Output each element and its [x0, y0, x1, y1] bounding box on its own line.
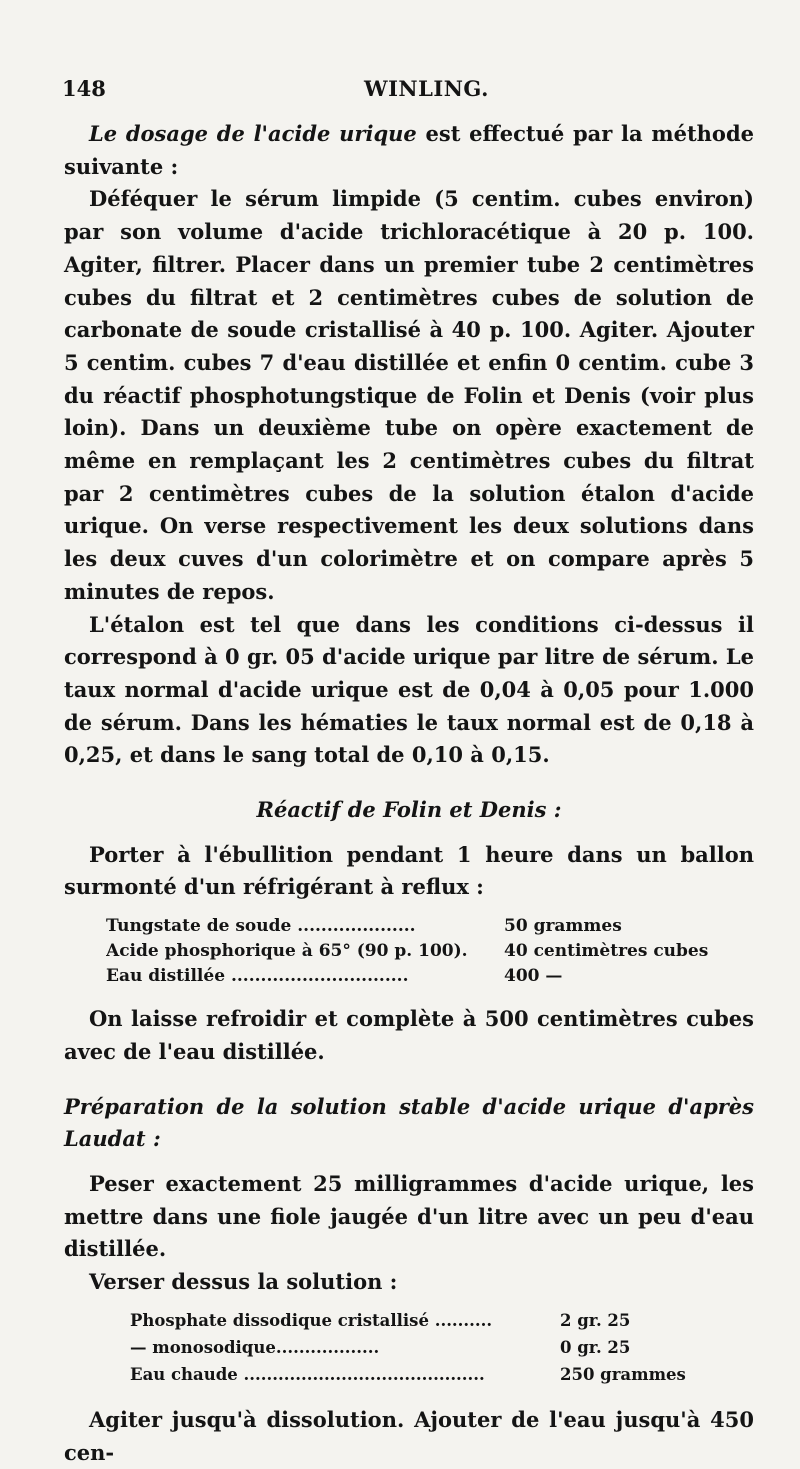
intro-lead: Le dosage de l'acide urique: [89, 121, 417, 146]
page-number: 148: [62, 76, 106, 101]
heading-preparation: Préparation de la solution stable d'acide urique d'après Laudat :: [64, 1093, 754, 1152]
reagent-label: Eau distillée ..............................: [106, 966, 409, 987]
paragraph-normal-values: L'étalon est tel que dans les conditions ci-dessus il correspond à 0 gr. 05 d'acide urique par litre de sérum. Le taux normal d'acide urique est de 0,04 à 0,05 pour 1.000 de sérum. Dans les hématies le taux normal est de 0,18 à 0,25, et dans le sang total de 0,10 à 0,15.: [64, 611, 754, 768]
paragraph-cooling: On laisse refroidir et complète à 500 centimètres cubes avec de l'eau distillée.: [64, 1006, 754, 1064]
paragraph-pour: Verser dessus la solution :: [89, 1269, 398, 1295]
running-title: WINLING.: [364, 76, 489, 101]
heading-reagent: Réactif de Folin et Denis :: [256, 797, 562, 823]
paragraph-method: Déféquer le sérum limpide (5 centim. cubes environ) par son volume d'acide trichloracétique à 20 p. 100. Agiter, filtrer. Placer dans un premier tube 2 centimètres cubes du filtrat et 2 centimètres cubes de solution de carbonate de soude cristallisé à 40 p. 100. Agiter. Ajouter 5 centim. cubes 7 d'eau distillée et enfin 0 centim. cube 3 du réactif phosphotungstique de Folin et Denis (voir plus loin). Dans un deuxième tube on opère exactement de même en remplaçant les 2 centimètres cubes du filtrat par 2 centimètres cubes de la solution étalon d'acide urique. On verse respectivement les deux solutions dans les deux cuves d'un colorimètre et on compare après 5 minutes de repos.: [64, 186, 754, 604]
paragraph-weighing: Peser exactement 25 milligrammes d'acide urique, les mettre dans une fiole jaugée d'un litre avec un peu d'eau distillée.: [64, 1170, 754, 1262]
reagent-table: [106, 916, 754, 991]
intro-rest: est effectué par la méthode suivante :: [64, 121, 754, 179]
paragraph-boiling: Porter à l'ébullition pendant 1 heure dans un ballon surmonté d'un réfrigérant à reflux :: [64, 841, 754, 900]
solution-value: 250 grammes: [560, 1364, 686, 1384]
page-body: [64, 118, 754, 1469]
solution-label: Eau chaude ..........................................: [130, 1364, 485, 1384]
solution-value: 0 gr. 25: [560, 1337, 631, 1357]
table-row: [130, 1338, 754, 1365]
page-header: [62, 76, 738, 108]
reagent-value: 40 centimètres cubes: [504, 941, 709, 962]
solution-label: Phosphate dissodique cristallisé ..........: [130, 1310, 493, 1330]
table-row: [106, 916, 754, 941]
reagent-value: 400 —: [504, 966, 563, 987]
paragraph-dissolution: Agiter jusqu'à dissolution. Ajouter de l'eau jusqu'à 450 cen-: [64, 1406, 754, 1465]
reagent-value: 50 grammes: [504, 916, 622, 937]
solution-table: [130, 1311, 754, 1392]
reagent-label: Acide phosphorique à 65° (90 p. 100).: [106, 941, 468, 962]
table-row: [106, 966, 754, 991]
table-row: [106, 941, 754, 966]
table-row: [130, 1365, 754, 1392]
reagent-label: Tungstate de soude ....................: [106, 916, 416, 937]
solution-value: 2 gr. 25: [560, 1310, 631, 1330]
paragraph-intro: [64, 118, 754, 183]
table-row: [130, 1311, 754, 1338]
solution-label: — monosodique..................: [130, 1337, 380, 1357]
